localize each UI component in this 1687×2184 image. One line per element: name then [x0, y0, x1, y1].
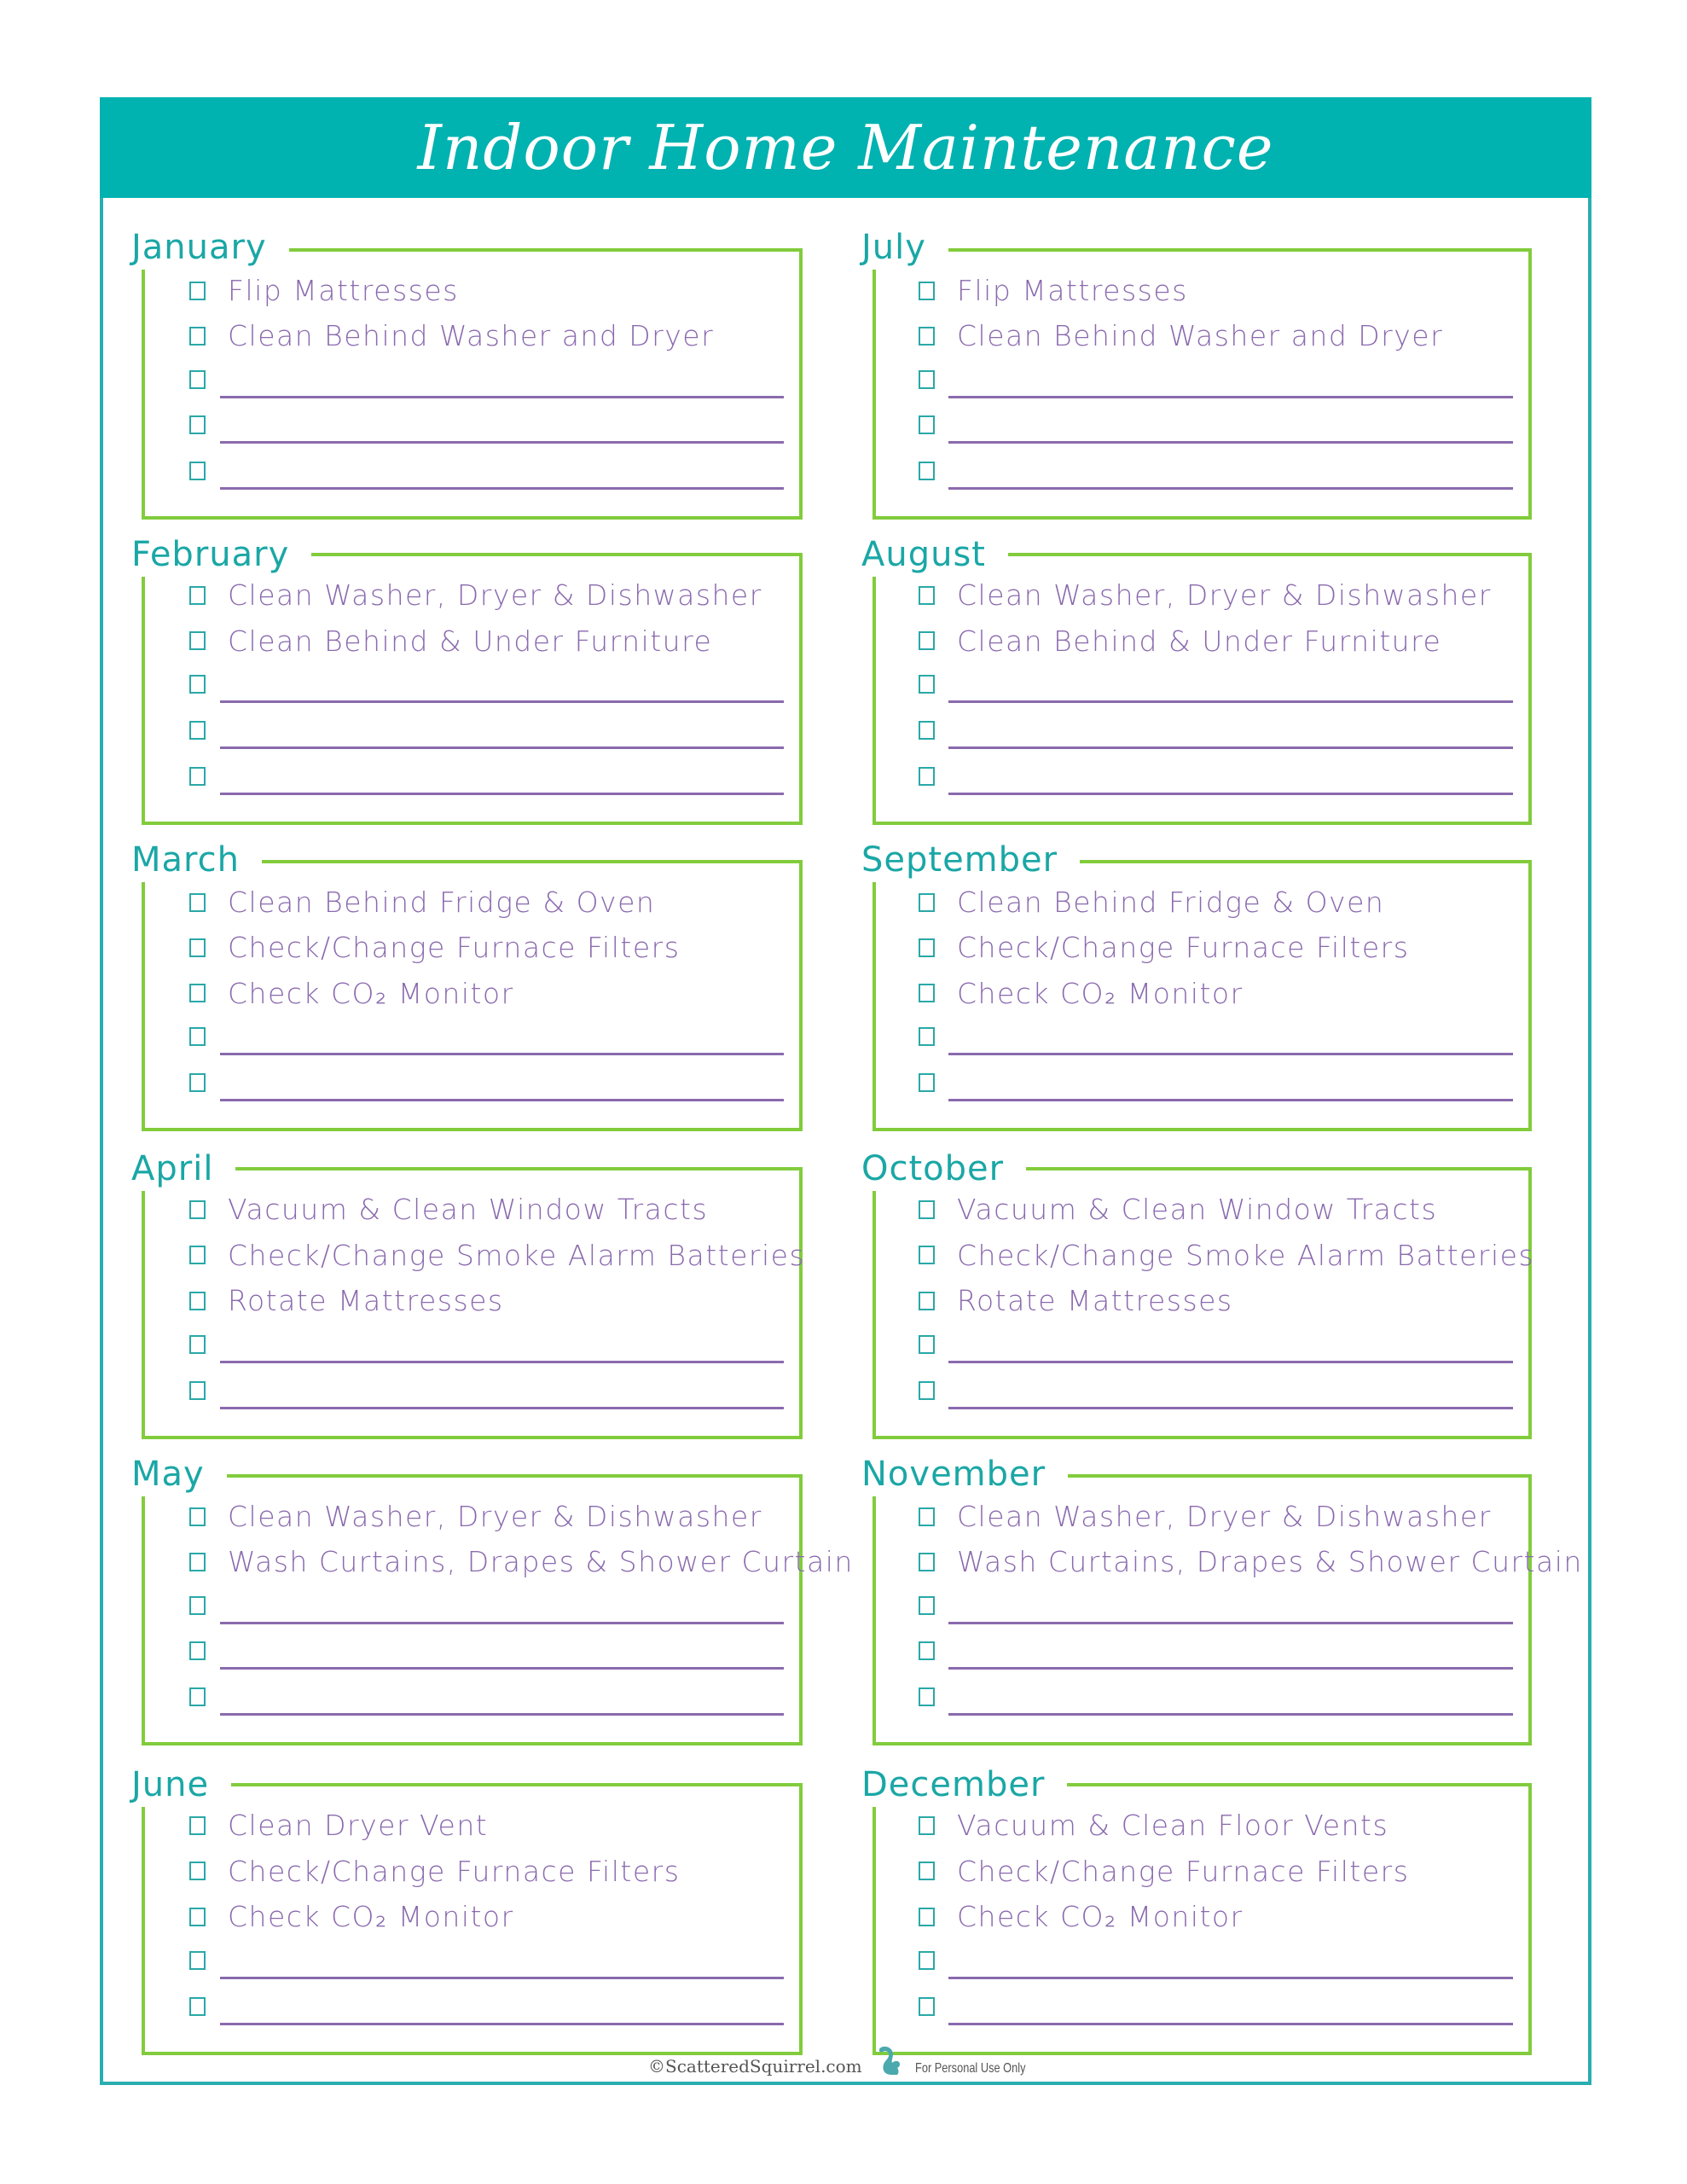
- task-label: Check/Change Smoke Alarm Batteries: [957, 1238, 1535, 1272]
- blank-task-checkbox[interactable]: [189, 1951, 206, 1970]
- task-item: [189, 274, 459, 307]
- task-checkbox[interactable]: [919, 1292, 935, 1310]
- task-item: [189, 977, 514, 1010]
- task-checkbox[interactable]: [919, 631, 935, 650]
- task-checkbox[interactable]: [919, 1862, 935, 1880]
- task-checkbox[interactable]: [189, 586, 206, 605]
- task-item: [919, 1500, 1492, 1533]
- task-item: [189, 1855, 680, 1888]
- month-label: May: [130, 1457, 227, 1496]
- month-label: September: [860, 843, 1080, 882]
- blank-task-checkbox[interactable]: [189, 415, 206, 434]
- task-item: [189, 931, 680, 964]
- blank-task-checkbox[interactable]: [919, 1027, 935, 1046]
- task-label: Rotate Mattresses: [228, 1284, 504, 1318]
- task-item: [919, 624, 1441, 658]
- blank-task-line[interactable]: [948, 1622, 1513, 1624]
- month-label: December: [860, 1768, 1067, 1807]
- task-checkbox[interactable]: [189, 1553, 206, 1571]
- blank-task-checkbox[interactable]: [919, 1596, 935, 1615]
- task-label: Clean Behind Washer and Dryer: [228, 319, 715, 353]
- task-label: Check/Change Smoke Alarm Batteries: [228, 1238, 806, 1272]
- footer: [648, 2046, 1052, 2077]
- blank-task-checkbox[interactable]: [189, 1596, 206, 1615]
- task-label: Clean Washer, Dryer & Dishwasher: [228, 578, 762, 612]
- blank-task-line[interactable]: [948, 1977, 1513, 1979]
- blank-task-line[interactable]: [220, 1361, 784, 1363]
- task-label: Check CO₂ Monitor: [957, 1900, 1244, 1934]
- task-checkbox[interactable]: [189, 1200, 206, 1219]
- blank-task-checkbox[interactable]: [919, 1641, 935, 1660]
- task-item: [189, 1193, 708, 1226]
- task-label: Check/Change Furnace Filters: [957, 931, 1410, 965]
- task-label: Vacuum & Clean Window Tracts: [228, 1193, 709, 1226]
- blank-task-line[interactable]: [220, 1977, 784, 1979]
- task-label: Check CO₂ Monitor: [228, 1900, 514, 1934]
- task-label: Check/Change Furnace Filters: [228, 931, 681, 965]
- task-checkbox[interactable]: [189, 1292, 206, 1310]
- task-checkbox[interactable]: [919, 1553, 935, 1571]
- task-label: Clean Behind & Under Furniture: [228, 624, 713, 658]
- blank-task-checkbox[interactable]: [189, 767, 206, 786]
- blank-task-checkbox[interactable]: [919, 1073, 935, 1092]
- task-label: Rotate Mattresses: [957, 1284, 1233, 1318]
- month-label: July: [860, 230, 948, 270]
- blank-task-line[interactable]: [220, 1053, 784, 1055]
- blank-task-checkbox[interactable]: [189, 1687, 206, 1706]
- blank-task-line[interactable]: [948, 487, 1513, 490]
- month-label: August: [860, 537, 1008, 577]
- task-checkbox[interactable]: [189, 1908, 206, 1926]
- blank-task-checkbox[interactable]: [189, 721, 206, 740]
- blank-task-line[interactable]: [948, 2023, 1513, 2025]
- blank-task-checkbox[interactable]: [189, 1027, 206, 1046]
- task-item: [189, 1239, 805, 1272]
- task-checkbox[interactable]: [919, 586, 935, 605]
- task-item: [919, 1193, 1437, 1226]
- blank-task-line[interactable]: [220, 793, 784, 795]
- copyright-text: ©ScatteredSquirrel.com: [648, 2056, 862, 2077]
- blank-task-line[interactable]: [948, 441, 1513, 444]
- task-item: [189, 624, 712, 658]
- task-label: Clean Behind Washer and Dryer: [957, 319, 1444, 353]
- task-item: [919, 1900, 1244, 1933]
- blank-task-checkbox[interactable]: [189, 1641, 206, 1660]
- task-checkbox[interactable]: [919, 282, 935, 300]
- squirrel-icon: [874, 2046, 903, 2077]
- blank-task-checkbox[interactable]: [919, 1335, 935, 1354]
- task-item: [189, 319, 714, 352]
- blank-task-line[interactable]: [948, 1667, 1513, 1670]
- task-label: Flip Mattresses: [228, 274, 459, 307]
- task-item: [919, 578, 1492, 612]
- task-checkbox[interactable]: [919, 1908, 935, 1926]
- task-label: Vacuum & Clean Window Tracts: [957, 1193, 1438, 1226]
- blank-task-checkbox[interactable]: [189, 1335, 206, 1354]
- task-item: [919, 1545, 1583, 1578]
- blank-task-checkbox[interactable]: [919, 462, 935, 480]
- blank-task-checkbox[interactable]: [919, 721, 935, 740]
- task-item: [189, 886, 655, 919]
- task-checkbox[interactable]: [189, 327, 206, 346]
- task-checkbox[interactable]: [919, 893, 935, 912]
- month-label: November: [860, 1457, 1068, 1496]
- blank-task-line[interactable]: [220, 487, 784, 490]
- blank-task-line[interactable]: [220, 396, 784, 398]
- task-item: [919, 319, 1443, 352]
- blank-task-checkbox[interactable]: [919, 1951, 935, 1970]
- month-label: April: [130, 1152, 235, 1191]
- month-label: February: [130, 537, 311, 577]
- blank-task-checkbox[interactable]: [189, 462, 206, 480]
- task-item: [189, 1809, 488, 1842]
- task-checkbox[interactable]: [919, 984, 935, 1002]
- task-label: Wash Curtains, Drapes & Shower Curtain: [957, 1545, 1583, 1579]
- blank-task-checkbox[interactable]: [919, 675, 935, 694]
- page-header: [100, 97, 1591, 198]
- blank-task-checkbox[interactable]: [189, 1073, 206, 1092]
- task-checkbox[interactable]: [189, 893, 206, 912]
- personal-use-note: For Personal Use Only: [914, 2061, 1026, 2076]
- blank-task-line[interactable]: [948, 793, 1513, 795]
- task-label: Clean Washer, Dryer & Dishwasher: [957, 1500, 1492, 1533]
- blank-task-checkbox[interactable]: [189, 1997, 206, 2016]
- blank-task-line[interactable]: [948, 1407, 1513, 1409]
- task-checkbox[interactable]: [919, 1200, 935, 1219]
- blank-task-line[interactable]: [220, 1622, 784, 1624]
- blank-task-checkbox[interactable]: [919, 415, 935, 434]
- task-item: [189, 1284, 504, 1317]
- blank-task-line[interactable]: [220, 1407, 784, 1409]
- task-item: [919, 886, 1384, 919]
- task-checkbox[interactable]: [189, 1507, 206, 1526]
- task-checkbox[interactable]: [189, 1246, 206, 1264]
- task-item: [189, 578, 762, 612]
- task-checkbox[interactable]: [919, 938, 935, 957]
- blank-task-line[interactable]: [948, 1053, 1513, 1055]
- task-checkbox[interactable]: [919, 327, 935, 346]
- task-checkbox[interactable]: [919, 1246, 935, 1264]
- blank-task-checkbox[interactable]: [189, 370, 206, 389]
- page-title: Indoor Home Maintenance: [417, 112, 1274, 183]
- task-checkbox[interactable]: [189, 1862, 206, 1880]
- task-label: Wash Curtains, Drapes & Shower Curtain: [228, 1545, 854, 1579]
- month-label: October: [860, 1152, 1026, 1191]
- task-checkbox[interactable]: [189, 631, 206, 650]
- blank-task-line[interactable]: [948, 1361, 1513, 1363]
- task-item: [919, 1809, 1388, 1842]
- task-label: Clean Washer, Dryer & Dishwasher: [228, 1500, 762, 1533]
- month-label: March: [130, 843, 262, 882]
- task-label: Check CO₂ Monitor: [957, 976, 1244, 1010]
- month-label: June: [130, 1768, 231, 1807]
- blank-task-checkbox[interactable]: [919, 1687, 935, 1706]
- task-label: Flip Mattresses: [957, 274, 1188, 307]
- task-label: Clean Behind Fridge & Oven: [228, 886, 656, 919]
- blank-task-line[interactable]: [948, 396, 1513, 398]
- blank-task-checkbox[interactable]: [919, 767, 935, 786]
- task-checkbox[interactable]: [919, 1816, 935, 1835]
- blank-task-checkbox[interactable]: [919, 370, 935, 389]
- blank-task-checkbox[interactable]: [189, 675, 206, 694]
- task-label: Clean Washer, Dryer & Dishwasher: [957, 578, 1492, 612]
- task-item: [189, 1545, 854, 1578]
- task-checkbox[interactable]: [919, 1507, 935, 1526]
- task-label: Clean Dryer Vent: [228, 1809, 489, 1842]
- blank-task-line[interactable]: [220, 700, 784, 703]
- task-label: Check CO₂ Monitor: [228, 976, 514, 1010]
- blank-task-line[interactable]: [948, 700, 1513, 703]
- task-label: Clean Behind Fridge & Oven: [957, 886, 1385, 919]
- task-item: [919, 977, 1244, 1010]
- task-item: [919, 274, 1188, 307]
- task-checkbox[interactable]: [189, 282, 206, 300]
- month-label: January: [130, 230, 289, 270]
- task-item: [189, 1500, 762, 1533]
- task-label: Vacuum & Clean Floor Vents: [957, 1809, 1389, 1842]
- task-item: [189, 1900, 514, 1933]
- task-checkbox[interactable]: [189, 984, 206, 1002]
- task-checkbox[interactable]: [189, 1816, 206, 1835]
- blank-task-line[interactable]: [220, 1713, 784, 1716]
- blank-task-line[interactable]: [948, 1713, 1513, 1716]
- blank-task-checkbox[interactable]: [189, 1381, 206, 1400]
- blank-task-line[interactable]: [220, 1667, 784, 1670]
- task-label: Check/Change Furnace Filters: [228, 1854, 681, 1888]
- blank-task-line[interactable]: [948, 1099, 1513, 1101]
- task-item: [919, 1284, 1233, 1317]
- task-label: Clean Behind & Under Furniture: [957, 624, 1442, 658]
- blank-task-checkbox[interactable]: [919, 1997, 935, 2016]
- task-label: Check/Change Furnace Filters: [957, 1854, 1410, 1888]
- blank-task-line[interactable]: [220, 441, 784, 444]
- blank-task-line[interactable]: [948, 746, 1513, 749]
- task-checkbox[interactable]: [189, 938, 206, 957]
- blank-task-line[interactable]: [220, 2023, 784, 2025]
- blank-task-checkbox[interactable]: [919, 1381, 935, 1400]
- task-item: [919, 931, 1409, 964]
- blank-task-line[interactable]: [220, 746, 784, 749]
- task-item: [919, 1855, 1409, 1888]
- blank-task-line[interactable]: [220, 1099, 784, 1101]
- task-item: [919, 1239, 1534, 1272]
